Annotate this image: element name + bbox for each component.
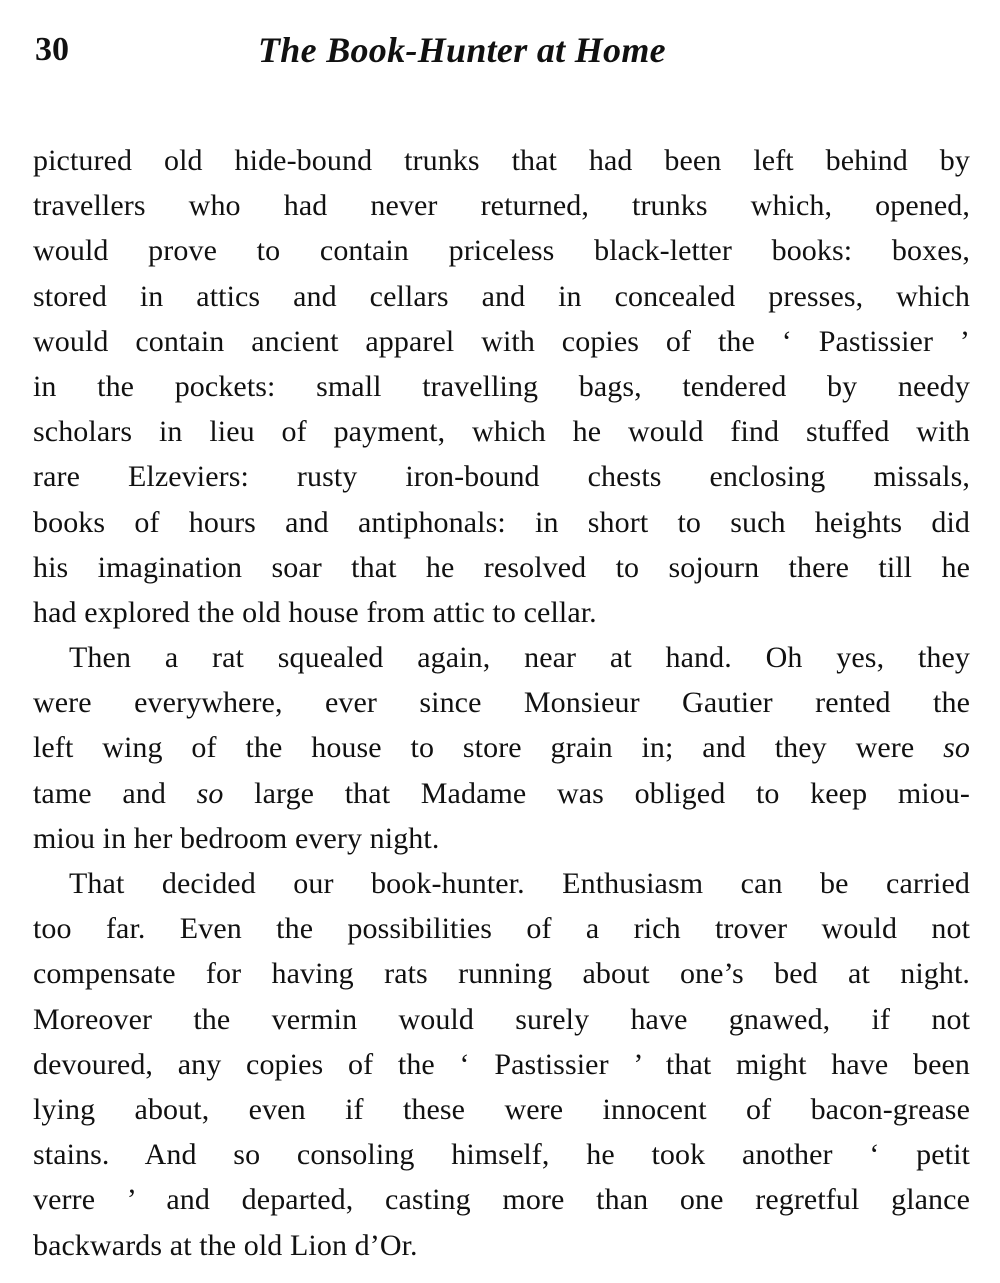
running-title: The Book-Hunter at Home (258, 30, 666, 70)
text-line: too far. Even the possibilities of a rich trover would not (33, 912, 970, 946)
text-line: That decided our book-hunter. Enthusiasm can be carried (69, 867, 970, 900)
text-line: his imagination soar that he resolved to sojourn there till he (33, 550, 970, 584)
text-line: would contain ancient apparel with copies of the ‘ Pastissier ’ (33, 324, 970, 358)
text-line: were everywhere, ever since Monsieur Gautier rented the (33, 686, 970, 720)
book-page (33, 22, 970, 1268)
text-line: Moreover the vermin would surely have gnawed, if not (33, 1002, 970, 1036)
text-line-with-italic: tame and so large that Madame was obliged to keep miou- (33, 776, 970, 810)
text-line: Then a rat squealed again, near at hand. Oh yes, they (69, 641, 970, 675)
text-line: scholars in lieu of payment, which he would find stuffed with (33, 415, 970, 449)
text-line: pictured old hide-bound trunks that had been left behind by (33, 144, 970, 177)
body-text (33, 138, 970, 1268)
running-head (33, 22, 970, 82)
text-line: rare Elzeviers: rusty iron-bound chests enclosing missals, (33, 460, 970, 494)
text-line-with-italic: left wing of the house to store grain in; and they were so (33, 731, 970, 765)
text-line: books of hours and antiphonals: in short to such heights did (33, 505, 970, 539)
paragraph-1 (33, 138, 970, 635)
text-line: travellers who had never returned, trunks which, opened, (33, 189, 970, 223)
text-line: lying about, even if these were innocent of bacon-grease (33, 1092, 970, 1126)
text-line: miou in her bedroom every night. (33, 821, 440, 855)
text-line: backwards at the old Lion d’Or. (33, 1228, 418, 1262)
text-line: verre ’ and departed, casting more than one regretful glance (33, 1183, 970, 1217)
text-line: devoured, any copies of the ‘ Pastissier ’ that might have been (33, 1047, 970, 1081)
page-number: 30 (35, 31, 69, 68)
text-line: would prove to contain priceless black-letter books: boxes, (33, 234, 970, 268)
text-line: in the pockets: small travelling bags, tendered by needy (33, 369, 970, 403)
text-line: stains. And so consoling himself, he took another ‘ petit (33, 1138, 970, 1172)
paragraph-2 (33, 635, 970, 861)
text-line: stored in attics and cellars and in concealed presses, which (33, 279, 970, 313)
paragraph-3 (33, 861, 970, 1268)
text-line: compensate for having rats running about one’s bed at night. (33, 957, 970, 991)
text-line: had explored the old house from attic to cellar. (33, 595, 597, 629)
